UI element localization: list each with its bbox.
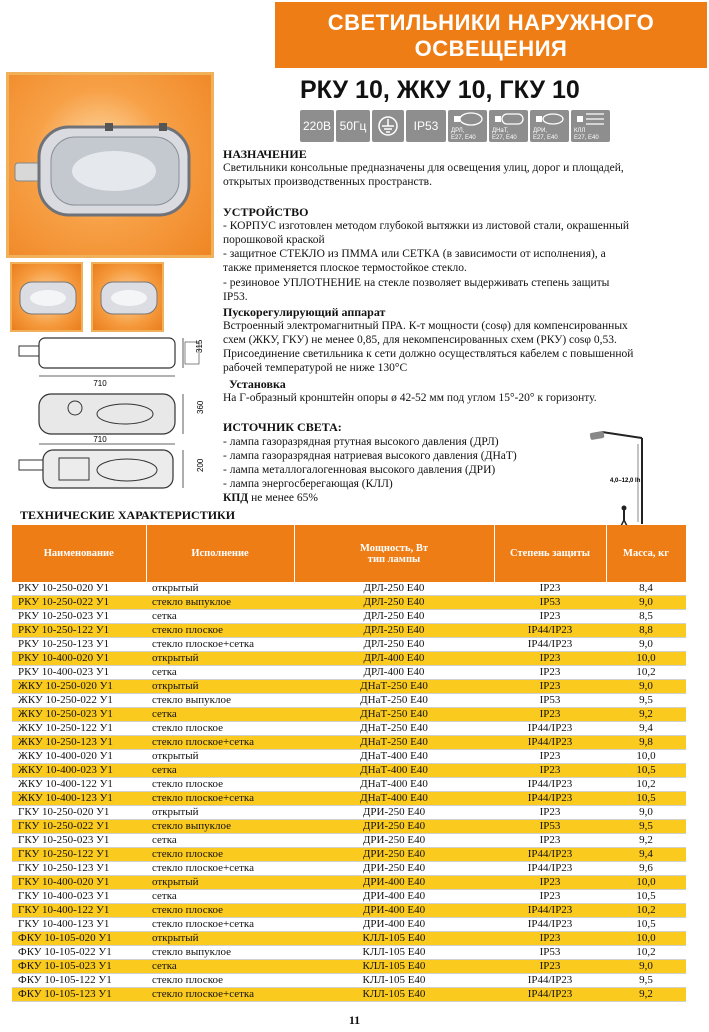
design-line: порошковой краской: [223, 234, 325, 246]
table-row: [12, 666, 686, 680]
cell-version: стекло плоское+сетка: [146, 918, 294, 932]
header-title-line2: ОСВЕЩЕНИЯ: [414, 36, 568, 61]
cell-power: КЛЛ-105 Е40: [294, 988, 494, 1002]
cell-mass: 9,8: [606, 736, 686, 750]
cell-name: ЖКУ 10-250-123 У1: [12, 736, 146, 750]
cell-name: ГКУ 10-250-123 У1: [12, 862, 146, 876]
dim-315: 315: [195, 339, 204, 353]
cell-version: сетка: [146, 610, 294, 624]
cell-power: ДРЛ-250 Е40: [294, 596, 494, 610]
cell-mass: 9,5: [606, 694, 686, 708]
ballast-line: Присоединение светильника к сети должно осуществляться кабелем с повышенной: [223, 348, 634, 360]
table-row: [12, 694, 686, 708]
efficiency-value: не менее 65%: [248, 492, 318, 504]
install-heading: Установка: [229, 377, 286, 391]
table-row: [12, 624, 686, 638]
cell-mass: 10,2: [606, 666, 686, 680]
cell-version: стекло плоское+сетка: [146, 988, 294, 1002]
tech-specs-title: ТЕХНИЧЕСКИЕ ХАРАКТЕРИСТИКИ: [20, 508, 236, 522]
cell-power: ДРИ-250 Е40: [294, 862, 494, 876]
cell-power: ДНаТ-250 Е40: [294, 694, 494, 708]
table-row: [12, 638, 686, 652]
cell-mass: 9,2: [606, 988, 686, 1002]
table-row: [12, 918, 686, 932]
cell-version: открытый: [146, 582, 294, 596]
cell-version: стекло плоское: [146, 904, 294, 918]
cell-version: открытый: [146, 750, 294, 764]
dri-lamp-icon: ДРИ, E27, E40: [530, 110, 569, 142]
cell-name: ЖКУ 10-400-023 У1: [12, 764, 146, 778]
cell-name: ЖКУ 10-400-123 У1: [12, 792, 146, 806]
cell-version: стекло выпуклое: [146, 694, 294, 708]
cell-power: ДНаТ-400 Е40: [294, 764, 494, 778]
product-thumbnail-2: [91, 262, 164, 332]
cell-power: ДРИ-250 Е40: [294, 820, 494, 834]
table-row: [12, 582, 686, 596]
dim-710-top: 710: [93, 379, 107, 388]
cell-version: сетка: [146, 764, 294, 778]
cell-version: стекло плоское: [146, 848, 294, 862]
table-row: [12, 862, 686, 876]
cell-power: ДНаТ-400 Е40: [294, 792, 494, 806]
dim-360: 360: [196, 400, 205, 414]
cell-mass: 8,4: [606, 582, 686, 596]
cell-protection: IP44/IP23: [494, 904, 606, 918]
cell-power: ДНаТ-250 Е40: [294, 722, 494, 736]
cell-name: ГКУ 10-250-122 У1: [12, 848, 146, 862]
cell-mass: 10,5: [606, 918, 686, 932]
cell-version: стекло плоское: [146, 974, 294, 988]
cell-mass: 10,0: [606, 750, 686, 764]
ballast-line: рабочей температурой не ниже 130°С: [223, 362, 408, 374]
cell-name: ГКУ 10-250-020 У1: [12, 806, 146, 820]
cell-power: ДРИ-400 Е40: [294, 918, 494, 932]
source-line: - лампа газоразрядная ртутная высокого давления (ДРЛ): [223, 436, 499, 448]
cell-name: ГКУ 10-250-023 У1: [12, 834, 146, 848]
cell-mass: 8,8: [606, 624, 686, 638]
table-row: [12, 834, 686, 848]
cell-power: ДРЛ-250 Е40: [294, 610, 494, 624]
table-row: [12, 610, 686, 624]
cell-power: КЛЛ-105 Е40: [294, 974, 494, 988]
install-text: На Г-образный кронштейн опоры ø 42-52 мм под углом 15°-20° к горизонту.: [223, 392, 597, 404]
cell-mass: 9,0: [606, 680, 686, 694]
cell-protection: IP23: [494, 610, 606, 624]
cell-version: открытый: [146, 806, 294, 820]
cell-power: ДРЛ-400 Е40: [294, 666, 494, 680]
cell-version: открытый: [146, 932, 294, 946]
cell-name: РКУ 10-400-020 У1: [12, 652, 146, 666]
cell-version: сетка: [146, 890, 294, 904]
cell-power: КЛЛ-105 Е40: [294, 946, 494, 960]
dnat-lamp-icon: ДНаТ, E27, E40: [489, 110, 528, 142]
cell-name: ГКУ 10-250-022 У1: [12, 820, 146, 834]
cell-name: ГКУ 10-400-122 У1: [12, 904, 146, 918]
spec-icons: [300, 110, 610, 142]
header-power: Мощность, Вт тип лампы: [294, 525, 494, 582]
purpose-heading: НАЗНАЧЕНИЕ: [223, 147, 307, 161]
design-heading: УСТРОЙСТВО: [223, 205, 309, 219]
cell-power: ДНаТ-250 Е40: [294, 708, 494, 722]
cell-name: ЖКУ 10-250-122 У1: [12, 722, 146, 736]
dim-200: 200: [196, 458, 205, 472]
cell-name: РКУ 10-250-123 У1: [12, 638, 146, 652]
design-line: - КОРПУС изготовлен методом глубокой вытяжки из листовой стали, окрашенный: [223, 220, 630, 232]
cell-protection: IP23: [494, 764, 606, 778]
design-line: - резиновое УПЛОТНЕНИЕ на стекле позволяет выдерживать степень защиты: [223, 277, 610, 289]
cell-name: РКУ 10-250-022 У1: [12, 596, 146, 610]
table-row: [12, 736, 686, 750]
table-row: [12, 680, 686, 694]
cell-mass: 9,0: [606, 806, 686, 820]
cell-name: ЖКУ 10-400-122 У1: [12, 778, 146, 792]
cell-mass: 10,5: [606, 792, 686, 806]
cell-mass: 10,2: [606, 904, 686, 918]
cell-name: ФКУ 10-105-022 У1: [12, 946, 146, 960]
header-protection: Степень защиты: [494, 525, 606, 582]
cell-version: стекло выпуклое: [146, 596, 294, 610]
model-title: РКУ 10, ЖКУ 10, ГКУ 10: [300, 76, 580, 104]
table-row: [12, 764, 686, 778]
cell-mass: 10,5: [606, 890, 686, 904]
cell-name: ЖКУ 10-250-022 У1: [12, 694, 146, 708]
table-header-row: [12, 525, 686, 582]
cell-mass: 10,2: [606, 778, 686, 792]
cell-protection: IP53: [494, 820, 606, 834]
mounting-height-figure: [580, 428, 668, 528]
cell-protection: IP44/IP23: [494, 918, 606, 932]
cell-name: ФКУ 10-105-023 У1: [12, 960, 146, 974]
design-line: также применяется плоское термостойкое стекло.: [223, 262, 467, 274]
cell-protection: IP44/IP23: [494, 792, 606, 806]
table-row: [12, 988, 686, 1002]
frequency-badge: 50Гц: [336, 110, 370, 142]
cell-name: ГКУ 10-400-123 У1: [12, 918, 146, 932]
cell-protection: IP23: [494, 680, 606, 694]
table-row: [12, 932, 686, 946]
cell-protection: IP23: [494, 806, 606, 820]
cell-power: ДРИ-250 Е40: [294, 848, 494, 862]
cell-power: ДРЛ-250 Е40: [294, 638, 494, 652]
cell-protection: IP23: [494, 582, 606, 596]
cell-protection: IP44/IP23: [494, 722, 606, 736]
ballast-heading: Пускорегулирующий аппарат: [223, 305, 386, 319]
header-name: Наименование: [12, 525, 146, 582]
ground-icon: [372, 110, 404, 142]
cell-protection: IP44/IP23: [494, 974, 606, 988]
cell-mass: 9,4: [606, 848, 686, 862]
dim-710-bottom: 710: [93, 435, 107, 444]
efficiency-label: КПД: [223, 492, 249, 504]
cell-name: РКУ 10-250-023 У1: [12, 610, 146, 624]
cell-protection: IP44/IP23: [494, 736, 606, 750]
cell-mass: 9,2: [606, 708, 686, 722]
cell-power: ДНаТ-250 Е40: [294, 736, 494, 750]
table-row: [12, 778, 686, 792]
cell-mass: 9,0: [606, 596, 686, 610]
cell-protection: IP23: [494, 890, 606, 904]
cell-version: стекло плоское+сетка: [146, 736, 294, 750]
design-line: - защитное СТЕКЛО из ПММА или СЕТКА (в зависимости от исполнения), а: [223, 248, 606, 260]
cell-power: ДРЛ-400 Е40: [294, 652, 494, 666]
cell-power: ДРИ-400 Е40: [294, 904, 494, 918]
table-row: [12, 946, 686, 960]
header-version: Исполнение: [146, 525, 294, 582]
purpose-text-2: открытых производственных пространств.: [223, 176, 432, 188]
cell-protection: IP23: [494, 666, 606, 680]
table-row: [12, 848, 686, 862]
cell-protection: IP44/IP23: [494, 988, 606, 1002]
table-row: [12, 904, 686, 918]
table-row: [12, 708, 686, 722]
cell-version: открытый: [146, 652, 294, 666]
table-row: [12, 820, 686, 834]
cell-version: стекло выпуклое: [146, 820, 294, 834]
cell-protection: IP44/IP23: [494, 848, 606, 862]
drl-lamp-icon: ДРЛ, E27, E40: [448, 110, 487, 142]
table-row: [12, 960, 686, 974]
cell-name: ЖКУ 10-400-020 У1: [12, 750, 146, 764]
product-photo: [6, 72, 214, 258]
table-row: [12, 974, 686, 988]
header-banner: [275, 2, 707, 68]
table-row: [12, 652, 686, 666]
table-row: [12, 750, 686, 764]
cell-name: РКУ 10-250-122 У1: [12, 624, 146, 638]
cell-version: стекло плоское: [146, 722, 294, 736]
cell-mass: 10,0: [606, 652, 686, 666]
cell-protection: IP53: [494, 694, 606, 708]
cell-power: КЛЛ-105 Е40: [294, 932, 494, 946]
purpose-text-1: Светильники консольные предназначены для освещения улиц, дорог и площадей,: [223, 162, 624, 174]
cell-protection: IP44/IP23: [494, 862, 606, 876]
cell-power: КЛЛ-105 Е40: [294, 960, 494, 974]
cell-name: ФКУ 10-105-123 У1: [12, 988, 146, 1002]
cell-version: сетка: [146, 960, 294, 974]
cell-protection: IP23: [494, 960, 606, 974]
cell-power: ДНаТ-400 Е40: [294, 778, 494, 792]
table-row: [12, 596, 686, 610]
specs-table: [12, 525, 687, 1002]
cell-protection: IP44/IP23: [494, 624, 606, 638]
cell-mass: 9,0: [606, 638, 686, 652]
source-line: - лампа газоразрядная натриевая высокого давления (ДНаТ): [223, 450, 517, 462]
cell-mass: 10,0: [606, 876, 686, 890]
cell-protection: IP23: [494, 708, 606, 722]
table-row: [12, 890, 686, 904]
cell-name: РКУ 10-250-020 У1: [12, 582, 146, 596]
cell-power: ДРИ-400 Е40: [294, 876, 494, 890]
table-row: [12, 792, 686, 806]
cell-protection: IP23: [494, 834, 606, 848]
source-line: - лампа металлогалогенновая высокого давления (ДРИ): [223, 464, 496, 476]
table-row: [12, 806, 686, 820]
cell-version: сетка: [146, 708, 294, 722]
cell-version: стекло выпуклое: [146, 946, 294, 960]
cell-mass: 9,4: [606, 722, 686, 736]
dimension-drawing: [15, 336, 205, 506]
cell-version: стекло плоское+сетка: [146, 638, 294, 652]
cell-power: ДНаТ-400 Е40: [294, 750, 494, 764]
cell-mass: 9,0: [606, 960, 686, 974]
protection-badge: IP53: [406, 110, 446, 142]
cell-version: стекло плоское+сетка: [146, 792, 294, 806]
cell-version: открытый: [146, 876, 294, 890]
ballast-line: схем (ЖКУ, ГКУ) не менее 0,85, для некомпенсированных схем (РКУ) cosφ 0,53.: [223, 334, 617, 346]
cell-name: РКУ 10-400-023 У1: [12, 666, 146, 680]
cell-protection: IP23: [494, 932, 606, 946]
cell-protection: IP53: [494, 596, 606, 610]
ballast-line: Встроенный электромагнитный ПРА. К-т мощности (cosφ) для компенсированных: [223, 320, 628, 332]
design-line: IP53.: [223, 291, 248, 303]
header-mass: Масса, кг: [606, 525, 686, 582]
cell-mass: 9,5: [606, 974, 686, 988]
table-row: [12, 876, 686, 890]
cell-power: ДНаТ-250 Е40: [294, 680, 494, 694]
mounting-height-label: 4,0–12,0 Ih: [610, 478, 641, 484]
cell-mass: 10,0: [606, 932, 686, 946]
cell-version: стекло плоское: [146, 778, 294, 792]
cell-name: ФКУ 10-105-122 У1: [12, 974, 146, 988]
header-title-line1: СВЕТИЛЬНИКИ НАРУЖНОГО: [327, 10, 655, 35]
cell-name: ФКУ 10-105-020 У1: [12, 932, 146, 946]
voltage-badge: 220В: [300, 110, 334, 142]
cell-mass: 10,2: [606, 946, 686, 960]
cell-version: открытый: [146, 680, 294, 694]
cell-power: ДРИ-250 Е40: [294, 834, 494, 848]
cell-protection: IP23: [494, 876, 606, 890]
cell-version: стекло плоское+сетка: [146, 862, 294, 876]
cell-version: сетка: [146, 666, 294, 680]
light-source-heading: ИСТОЧНИК СВЕТА:: [223, 420, 342, 434]
cell-protection: IP53: [494, 946, 606, 960]
cell-mass: 10,5: [606, 764, 686, 778]
cell-mass: 9,2: [606, 834, 686, 848]
cell-name: ГКУ 10-400-023 У1: [12, 890, 146, 904]
cell-version: сетка: [146, 834, 294, 848]
product-thumbnail-1: [10, 262, 83, 332]
cell-power: ДРИ-400 Е40: [294, 890, 494, 904]
kll-lamp-icon: КЛЛ E27, E40: [571, 110, 610, 142]
efficiency-line: [223, 491, 318, 505]
cell-mass: 9,6: [606, 862, 686, 876]
table-row: [12, 722, 686, 736]
cell-protection: IP23: [494, 652, 606, 666]
cell-power: ДРЛ-250 Е40: [294, 624, 494, 638]
cell-power: ДРЛ-250 Е40: [294, 582, 494, 596]
cell-mass: 8,5: [606, 610, 686, 624]
cell-version: стекло плоское: [146, 624, 294, 638]
cell-name: ГКУ 10-400-020 У1: [12, 876, 146, 890]
cell-protection: IP23: [494, 750, 606, 764]
page-number: 11: [348, 1013, 361, 1027]
cell-power: ДРИ-250 Е40: [294, 806, 494, 820]
cell-name: ЖКУ 10-250-020 У1: [12, 680, 146, 694]
cell-name: ЖКУ 10-250-023 У1: [12, 708, 146, 722]
source-line: - лампа энергосберегающая (КЛЛ): [223, 478, 393, 490]
cell-protection: IP44/IP23: [494, 638, 606, 652]
cell-protection: IP44/IP23: [494, 778, 606, 792]
cell-mass: 9,5: [606, 820, 686, 834]
